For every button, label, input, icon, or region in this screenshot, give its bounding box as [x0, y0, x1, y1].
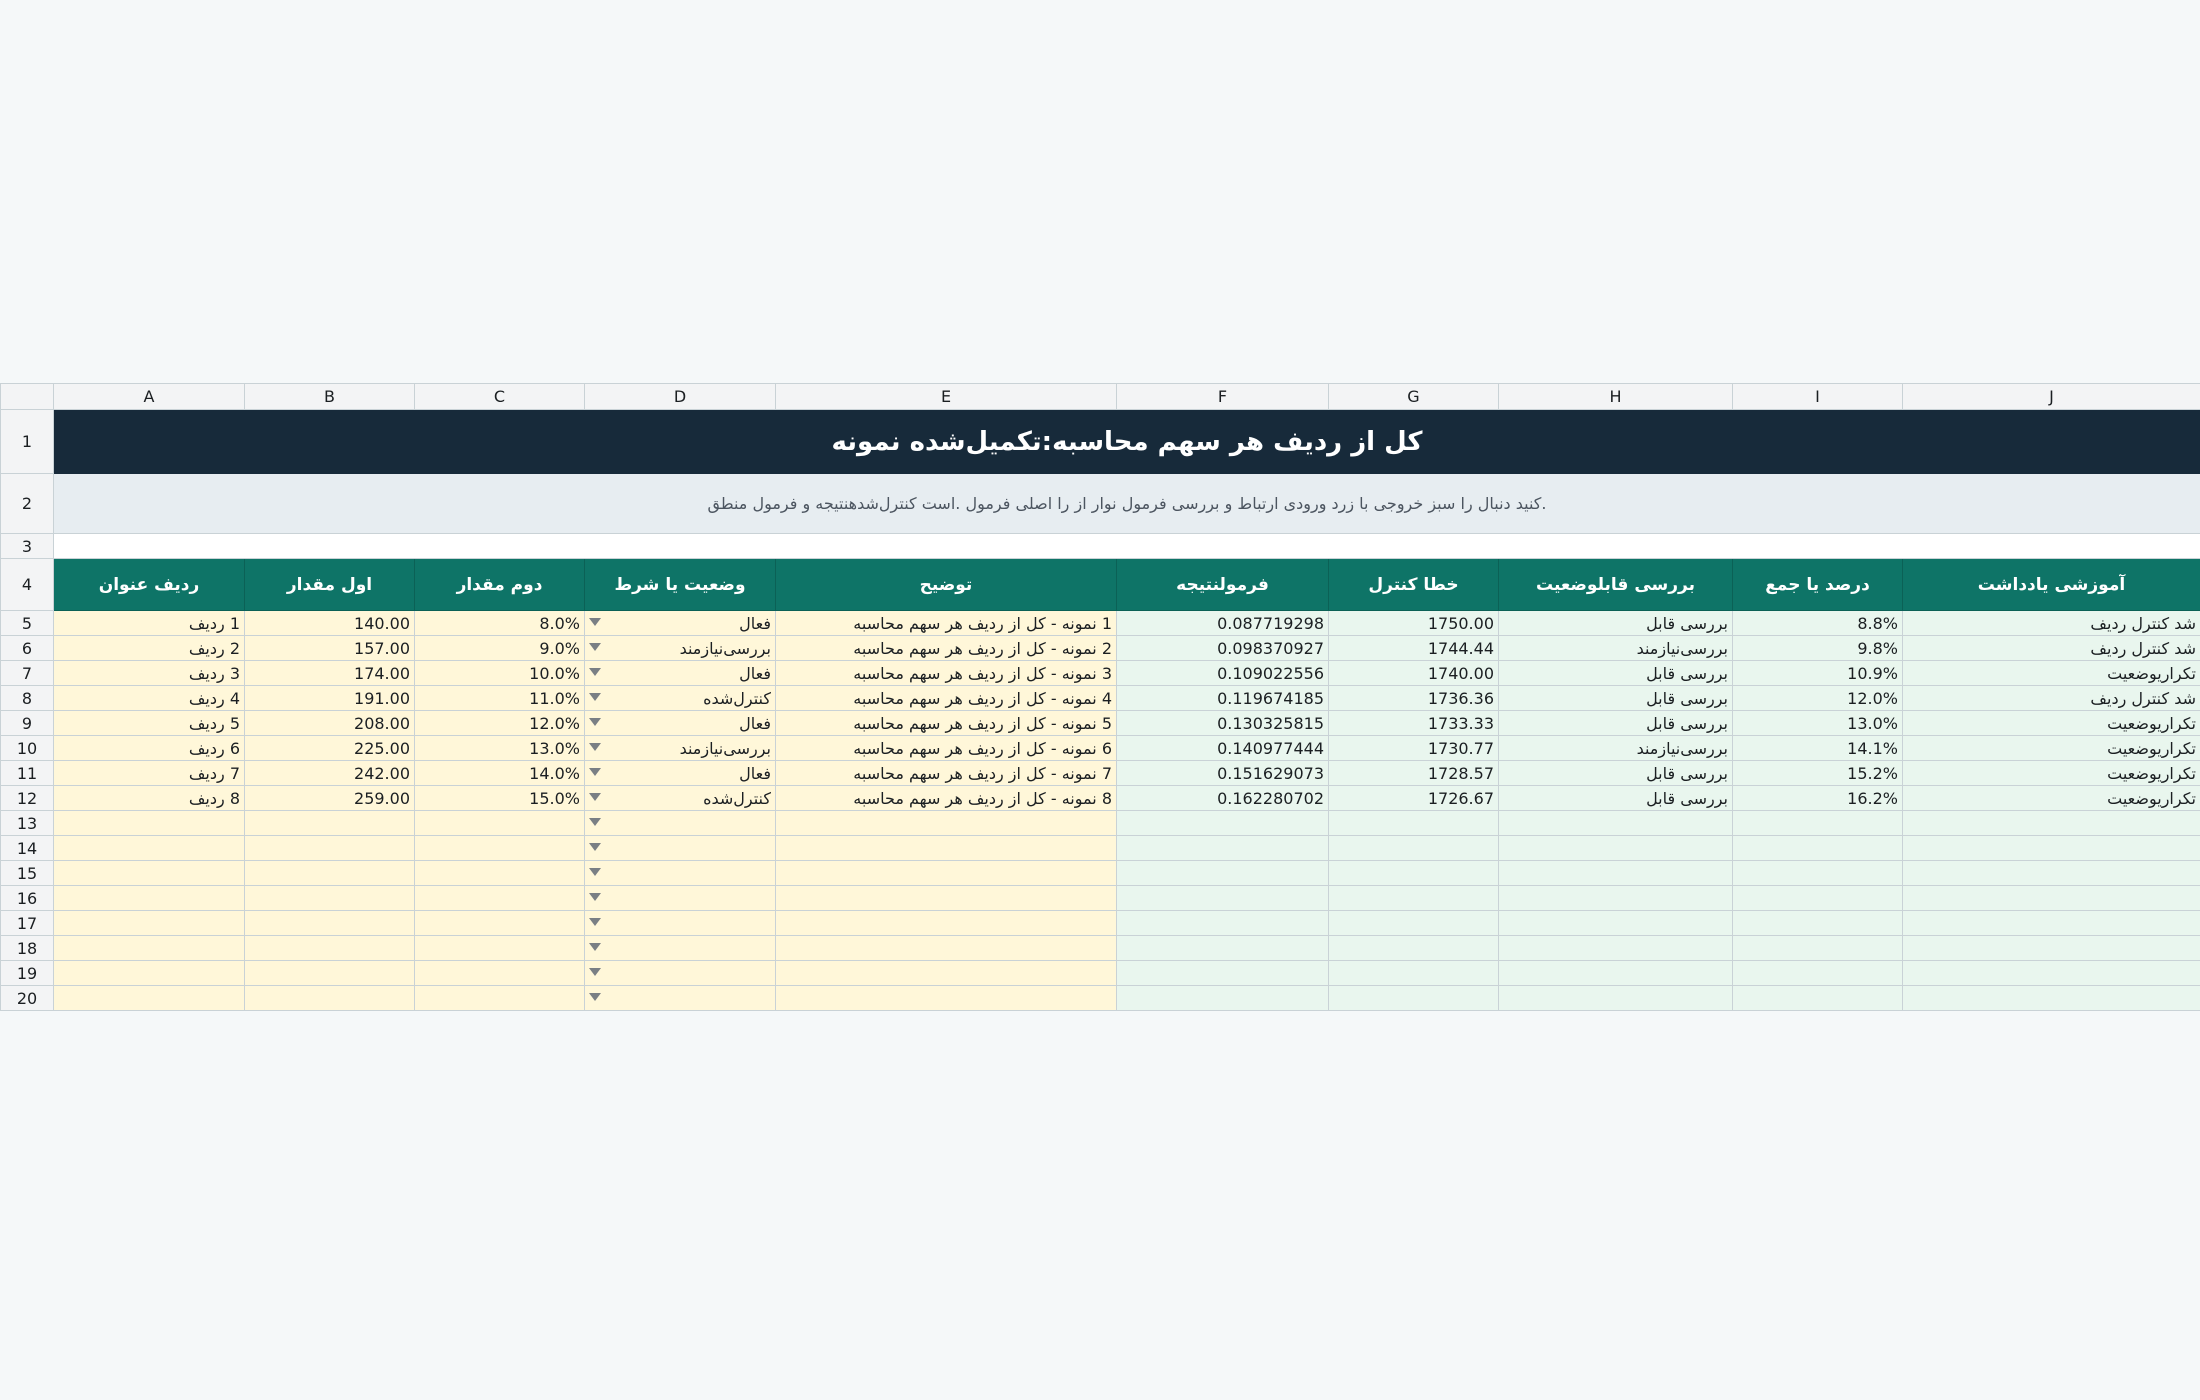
cell-note[interactable]: تکراریوضعیت: [1903, 736, 2200, 761]
cell-percent[interactable]: 15.2%: [1733, 761, 1903, 786]
row-header[interactable]: 6: [1, 636, 54, 661]
cell-value-2[interactable]: [415, 811, 585, 836]
cell-description[interactable]: [776, 811, 1117, 836]
cell-status-dropdown[interactable]: [585, 611, 776, 636]
cell-error-check[interactable]: [1329, 886, 1499, 911]
empty-row: [1, 986, 2200, 1011]
cell-review-status[interactable]: [1499, 886, 1733, 911]
cell-status-dropdown[interactable]: [585, 861, 776, 886]
column-header-row: [1, 384, 2200, 410]
cell-error-check[interactable]: [1329, 961, 1499, 986]
cell-percent[interactable]: [1733, 861, 1903, 886]
cell-formula-result[interactable]: [1117, 986, 1329, 1011]
cell-review-status[interactable]: بررسی‌نیازمند: [1499, 736, 1733, 761]
cell-formula-result[interactable]: [1117, 886, 1329, 911]
header-value-2[interactable]: دوم مقدار: [415, 559, 585, 611]
cell-value-2[interactable]: 12.0%: [415, 711, 585, 736]
cell-error-check[interactable]: [1329, 911, 1499, 936]
cell-row-title[interactable]: 4 ردیف: [54, 686, 245, 711]
cell-value-2[interactable]: 9.0%: [415, 636, 585, 661]
dropdown-arrow-icon[interactable]: [589, 818, 601, 826]
dropdown-arrow-icon[interactable]: [589, 893, 601, 901]
cell-row-title[interactable]: 1 ردیف: [54, 611, 245, 636]
cell-formula-result[interactable]: 0.098370927: [1117, 636, 1329, 661]
row-header-1[interactable]: 1: [1, 410, 54, 474]
dropdown-arrow-icon[interactable]: [589, 793, 601, 801]
dropdown-value: بررسی‌نیازمند: [679, 738, 771, 758]
dropdown-value: فعال: [739, 713, 771, 733]
cell-note[interactable]: تکراریوضعیت: [1903, 711, 2200, 736]
cell-note[interactable]: [1903, 986, 2200, 1011]
column-header-f[interactable]: F: [1117, 384, 1329, 410]
cell-percent[interactable]: [1733, 911, 1903, 936]
table-row: [1, 611, 2200, 636]
cell-error-check[interactable]: 1736.36: [1329, 686, 1499, 711]
cell-row-title[interactable]: [54, 961, 245, 986]
cell-percent[interactable]: 12.0%: [1733, 686, 1903, 711]
cell-value-2[interactable]: 14.0%: [415, 761, 585, 786]
cell-percent[interactable]: 10.9%: [1733, 661, 1903, 686]
cell-description[interactable]: 6 نمونه - کل از ردیف هر سهم محاسبه: [776, 736, 1117, 761]
dropdown-value: فعال: [739, 763, 771, 783]
cell-note[interactable]: شد کنترل ردیف: [1903, 636, 2200, 661]
cell-formula-result[interactable]: 0.130325815: [1117, 711, 1329, 736]
empty-row: [1, 936, 2200, 961]
cell-value-2[interactable]: [415, 936, 585, 961]
cell-error-check[interactable]: [1329, 936, 1499, 961]
cell-percent[interactable]: [1733, 811, 1903, 836]
row-header[interactable]: 13: [1, 811, 54, 836]
empty-row: [1, 911, 2200, 936]
cell-formula-result[interactable]: 0.140977444: [1117, 736, 1329, 761]
cell-status-dropdown[interactable]: [585, 886, 776, 911]
row-header[interactable]: 15: [1, 861, 54, 886]
cell-value-1[interactable]: [245, 986, 415, 1011]
cell-description[interactable]: [776, 836, 1117, 861]
spreadsheet: [0, 383, 2200, 1011]
cell-value-1[interactable]: [245, 961, 415, 986]
cell-row-title[interactable]: 2 ردیف: [54, 636, 245, 661]
cell-value-1[interactable]: [245, 836, 415, 861]
dropdown-arrow-icon[interactable]: [589, 968, 601, 976]
empty-row: [1, 961, 2200, 986]
cell-row-title[interactable]: 5 ردیف: [54, 711, 245, 736]
cell-value-2[interactable]: 10.0%: [415, 661, 585, 686]
table-header-row: [1, 559, 2200, 611]
column-header-c[interactable]: C: [415, 384, 585, 410]
cell-percent[interactable]: 14.1%: [1733, 736, 1903, 761]
blank-cell[interactable]: [54, 534, 2200, 559]
row-header[interactable]: 14: [1, 836, 54, 861]
column-header-j[interactable]: J: [1903, 384, 2200, 410]
cell-formula-result[interactable]: [1117, 911, 1329, 936]
cell-formula-result[interactable]: 0.151629073: [1117, 761, 1329, 786]
cell-error-check[interactable]: [1329, 861, 1499, 886]
dropdown-arrow-icon[interactable]: [589, 918, 601, 926]
cell-row-title[interactable]: 7 ردیف: [54, 761, 245, 786]
row-header[interactable]: 10: [1, 736, 54, 761]
cell-status-dropdown[interactable]: [585, 661, 776, 686]
cell-description[interactable]: 3 نمونه - کل از ردیف هر سهم محاسبه: [776, 661, 1117, 686]
dropdown-arrow-icon[interactable]: [589, 768, 601, 776]
cell-status-dropdown[interactable]: [585, 786, 776, 811]
sheet-title[interactable]: کل از ردیف هر سهم محاسبه:تکمیل‌شده نمونه: [54, 410, 2200, 474]
cell-note[interactable]: [1903, 836, 2200, 861]
cell-description[interactable]: [776, 911, 1117, 936]
cell-percent[interactable]: [1733, 986, 1903, 1011]
cell-status-dropdown[interactable]: [585, 711, 776, 736]
cell-formula-result[interactable]: [1117, 961, 1329, 986]
cell-status-dropdown[interactable]: [585, 936, 776, 961]
cell-review-status[interactable]: بررسی قابل: [1499, 711, 1733, 736]
cell-note[interactable]: [1903, 936, 2200, 961]
dropdown-arrow-icon[interactable]: [589, 643, 601, 651]
table-row: [1, 711, 2200, 736]
dropdown-value: کنترل‌شده: [703, 688, 771, 708]
row-header-4[interactable]: 4: [1, 559, 54, 611]
sheet-instructions[interactable]: .کنید دنبال را سبز خروجی با زرد ورودی ارتباط و بررسی فرمول نوار از را اصلی فرمول .است کنترل‌شدهنتیجه و فرمول منطق: [54, 474, 2200, 534]
dropdown-arrow-icon[interactable]: [589, 693, 601, 701]
cell-error-check[interactable]: 1740.00: [1329, 661, 1499, 686]
cell-error-check[interactable]: [1329, 811, 1499, 836]
cell-value-2[interactable]: [415, 836, 585, 861]
cell-value-2[interactable]: [415, 886, 585, 911]
cell-row-title[interactable]: 6 ردیف: [54, 736, 245, 761]
cell-error-check[interactable]: [1329, 836, 1499, 861]
cell-status-dropdown[interactable]: [585, 836, 776, 861]
cell-description[interactable]: [776, 936, 1117, 961]
cell-row-title[interactable]: 8 ردیف: [54, 786, 245, 811]
cell-value-2[interactable]: 8.0%: [415, 611, 585, 636]
table-row: [1, 636, 2200, 661]
cell-description[interactable]: [776, 861, 1117, 886]
cell-value-1[interactable]: 174.00: [245, 661, 415, 686]
cell-value-2[interactable]: 13.0%: [415, 736, 585, 761]
cell-description[interactable]: 1 نمونه - کل از ردیف هر سهم محاسبه: [776, 611, 1117, 636]
cell-value-1[interactable]: 225.00: [245, 736, 415, 761]
cell-formula-result[interactable]: 0.109022556: [1117, 661, 1329, 686]
cell-error-check[interactable]: 1750.00: [1329, 611, 1499, 636]
cell-status-dropdown[interactable]: [585, 811, 776, 836]
cell-value-2[interactable]: [415, 986, 585, 1011]
cell-value-1[interactable]: [245, 886, 415, 911]
row-header[interactable]: 19: [1, 961, 54, 986]
cell-status-dropdown[interactable]: [585, 636, 776, 661]
dropdown-arrow-icon[interactable]: [589, 993, 601, 1001]
cell-review-status[interactable]: بررسی قابل: [1499, 761, 1733, 786]
dropdown-arrow-icon[interactable]: [589, 843, 601, 851]
header-status[interactable]: وضعیت یا شرط: [585, 559, 776, 611]
cell-value-2[interactable]: 15.0%: [415, 786, 585, 811]
cell-error-check[interactable]: 1730.77: [1329, 736, 1499, 761]
dropdown-arrow-icon[interactable]: [589, 868, 601, 876]
column-header-i[interactable]: I: [1733, 384, 1903, 410]
cell-description[interactable]: [776, 961, 1117, 986]
cell-description[interactable]: [776, 986, 1117, 1011]
cell-review-status[interactable]: بررسی‌نیازمند: [1499, 636, 1733, 661]
dropdown-value: فعال: [739, 613, 771, 633]
cell-review-status[interactable]: بررسی قابل: [1499, 661, 1733, 686]
cell-note[interactable]: تکراریوضعیت: [1903, 661, 2200, 686]
empty-row: [1, 811, 2200, 836]
cell-review-status[interactable]: [1499, 911, 1733, 936]
title-row: [1, 410, 2200, 474]
cell-row-title[interactable]: [54, 936, 245, 961]
empty-row: [1, 836, 2200, 861]
row-header[interactable]: 16: [1, 886, 54, 911]
cell-description[interactable]: 8 نمونه - کل از ردیف هر سهم محاسبه: [776, 786, 1117, 811]
column-header-h[interactable]: H: [1499, 384, 1733, 410]
cell-review-status[interactable]: بررسی قابل: [1499, 786, 1733, 811]
empty-row: [1, 886, 2200, 911]
cell-review-status[interactable]: [1499, 936, 1733, 961]
table-row: [1, 736, 2200, 761]
cell-percent[interactable]: 8.8%: [1733, 611, 1903, 636]
row-header[interactable]: 20: [1, 986, 54, 1011]
row-header[interactable]: 5: [1, 611, 54, 636]
cell-formula-result[interactable]: [1117, 936, 1329, 961]
cell-note[interactable]: [1903, 811, 2200, 836]
cell-status-dropdown[interactable]: [585, 986, 776, 1011]
cell-value-1[interactable]: 208.00: [245, 711, 415, 736]
cell-error-check[interactable]: [1329, 986, 1499, 1011]
cell-formula-result[interactable]: [1117, 861, 1329, 886]
cell-review-status[interactable]: [1499, 836, 1733, 861]
cell-formula-result[interactable]: [1117, 811, 1329, 836]
cell-value-2[interactable]: [415, 861, 585, 886]
row-header[interactable]: 8: [1, 686, 54, 711]
cell-value-1[interactable]: 259.00: [245, 786, 415, 811]
header-percent[interactable]: درصد یا جمع: [1733, 559, 1903, 611]
cell-note[interactable]: [1903, 886, 2200, 911]
cell-row-title[interactable]: [54, 986, 245, 1011]
cell-percent[interactable]: [1733, 961, 1903, 986]
cell-row-title[interactable]: [54, 811, 245, 836]
table-row: [1, 686, 2200, 711]
cell-value-1[interactable]: [245, 911, 415, 936]
dropdown-value: بررسی‌نیازمند: [679, 638, 771, 658]
cell-percent[interactable]: 16.2%: [1733, 786, 1903, 811]
cell-row-title[interactable]: [54, 861, 245, 886]
cell-note[interactable]: [1903, 911, 2200, 936]
cell-percent[interactable]: 13.0%: [1733, 711, 1903, 736]
cell-value-1[interactable]: 140.00: [245, 611, 415, 636]
subtitle-row: [1, 474, 2200, 534]
row-header[interactable]: 9: [1, 711, 54, 736]
row-header[interactable]: 11: [1, 761, 54, 786]
cell-value-1[interactable]: 191.00: [245, 686, 415, 711]
cell-status-dropdown[interactable]: [585, 736, 776, 761]
cell-description[interactable]: 4 نمونه - کل از ردیف هر سهم محاسبه: [776, 686, 1117, 711]
dropdown-value: فعال: [739, 663, 771, 683]
cell-value-1[interactable]: 242.00: [245, 761, 415, 786]
cell-review-status[interactable]: بررسی قابل: [1499, 686, 1733, 711]
cell-formula-result[interactable]: 0.162280702: [1117, 786, 1329, 811]
cell-description[interactable]: 5 نمونه - کل از ردیف هر سهم محاسبه: [776, 711, 1117, 736]
row-header[interactable]: 17: [1, 911, 54, 936]
cell-status-dropdown[interactable]: [585, 686, 776, 711]
column-header-e[interactable]: E: [776, 384, 1117, 410]
dropdown-arrow-icon[interactable]: [589, 943, 601, 951]
row-header[interactable]: 7: [1, 661, 54, 686]
dropdown-value: کنترل‌شده: [703, 788, 771, 808]
cell-description[interactable]: [776, 886, 1117, 911]
cell-value-2[interactable]: [415, 911, 585, 936]
header-value-1[interactable]: اول مقدار: [245, 559, 415, 611]
cell-error-check[interactable]: 1726.67: [1329, 786, 1499, 811]
row-header-2[interactable]: 2: [1, 474, 54, 534]
cell-status-dropdown[interactable]: [585, 761, 776, 786]
cell-review-status[interactable]: بررسی قابل: [1499, 611, 1733, 636]
sheet-grid: [0, 383, 2200, 1011]
cell-note[interactable]: شد کنترل ردیف: [1903, 611, 2200, 636]
cell-note[interactable]: شد کنترل ردیف: [1903, 686, 2200, 711]
cell-error-check[interactable]: 1744.44: [1329, 636, 1499, 661]
select-all-corner[interactable]: [1, 384, 54, 410]
header-description[interactable]: توضیح: [776, 559, 1117, 611]
cell-review-status[interactable]: [1499, 961, 1733, 986]
dropdown-arrow-icon[interactable]: [589, 743, 601, 751]
cell-percent[interactable]: 9.8%: [1733, 636, 1903, 661]
cell-percent[interactable]: [1733, 936, 1903, 961]
dropdown-arrow-icon[interactable]: [589, 618, 601, 626]
cell-percent[interactable]: [1733, 836, 1903, 861]
cell-row-title[interactable]: [54, 911, 245, 936]
header-note[interactable]: آموزشی یادداشت: [1903, 559, 2200, 611]
column-header-a[interactable]: A: [54, 384, 245, 410]
table-row: [1, 761, 2200, 786]
cell-note[interactable]: تکراریوضعیت: [1903, 786, 2200, 811]
cell-row-title[interactable]: 3 ردیف: [54, 661, 245, 686]
blank-row: [1, 534, 2200, 559]
row-header-3[interactable]: 3: [1, 534, 54, 559]
column-header-g[interactable]: G: [1329, 384, 1499, 410]
cell-percent[interactable]: [1733, 886, 1903, 911]
header-error-check[interactable]: خطا کنترل: [1329, 559, 1499, 611]
column-header-b[interactable]: B: [245, 384, 415, 410]
cell-formula-result[interactable]: 0.087719298: [1117, 611, 1329, 636]
cell-status-dropdown[interactable]: [585, 911, 776, 936]
header-row-title[interactable]: ردیف عنوان: [54, 559, 245, 611]
cell-row-title[interactable]: [54, 836, 245, 861]
cell-formula-result[interactable]: [1117, 836, 1329, 861]
cell-value-1[interactable]: 157.00: [245, 636, 415, 661]
cell-note[interactable]: [1903, 861, 2200, 886]
column-header-d[interactable]: D: [585, 384, 776, 410]
row-header[interactable]: 12: [1, 786, 54, 811]
cell-value-1[interactable]: [245, 861, 415, 886]
cell-formula-result[interactable]: 0.119674185: [1117, 686, 1329, 711]
header-review-status[interactable]: بررسی قابلوضعیت: [1499, 559, 1733, 611]
cell-value-2[interactable]: [415, 961, 585, 986]
table-row: [1, 661, 2200, 686]
cell-note[interactable]: تکراریوضعیت: [1903, 761, 2200, 786]
header-formula-result[interactable]: فرمولنتیجه: [1117, 559, 1329, 611]
cell-value-2[interactable]: 11.0%: [415, 686, 585, 711]
dropdown-arrow-icon[interactable]: [589, 718, 601, 726]
cell-row-title[interactable]: [54, 886, 245, 911]
cell-value-1[interactable]: [245, 936, 415, 961]
empty-row: [1, 861, 2200, 886]
cell-error-check[interactable]: 1728.57: [1329, 761, 1499, 786]
cell-note[interactable]: [1903, 961, 2200, 986]
cell-description[interactable]: 7 نمونه - کل از ردیف هر سهم محاسبه: [776, 761, 1117, 786]
cell-review-status[interactable]: [1499, 986, 1733, 1011]
cell-error-check[interactable]: 1733.33: [1329, 711, 1499, 736]
table-row: [1, 786, 2200, 811]
cell-value-1[interactable]: [245, 811, 415, 836]
cell-review-status[interactable]: [1499, 861, 1733, 886]
cell-description[interactable]: 2 نمونه - کل از ردیف هر سهم محاسبه: [776, 636, 1117, 661]
dropdown-arrow-icon[interactable]: [589, 668, 601, 676]
cell-status-dropdown[interactable]: [585, 961, 776, 986]
row-header[interactable]: 18: [1, 936, 54, 961]
cell-review-status[interactable]: [1499, 811, 1733, 836]
